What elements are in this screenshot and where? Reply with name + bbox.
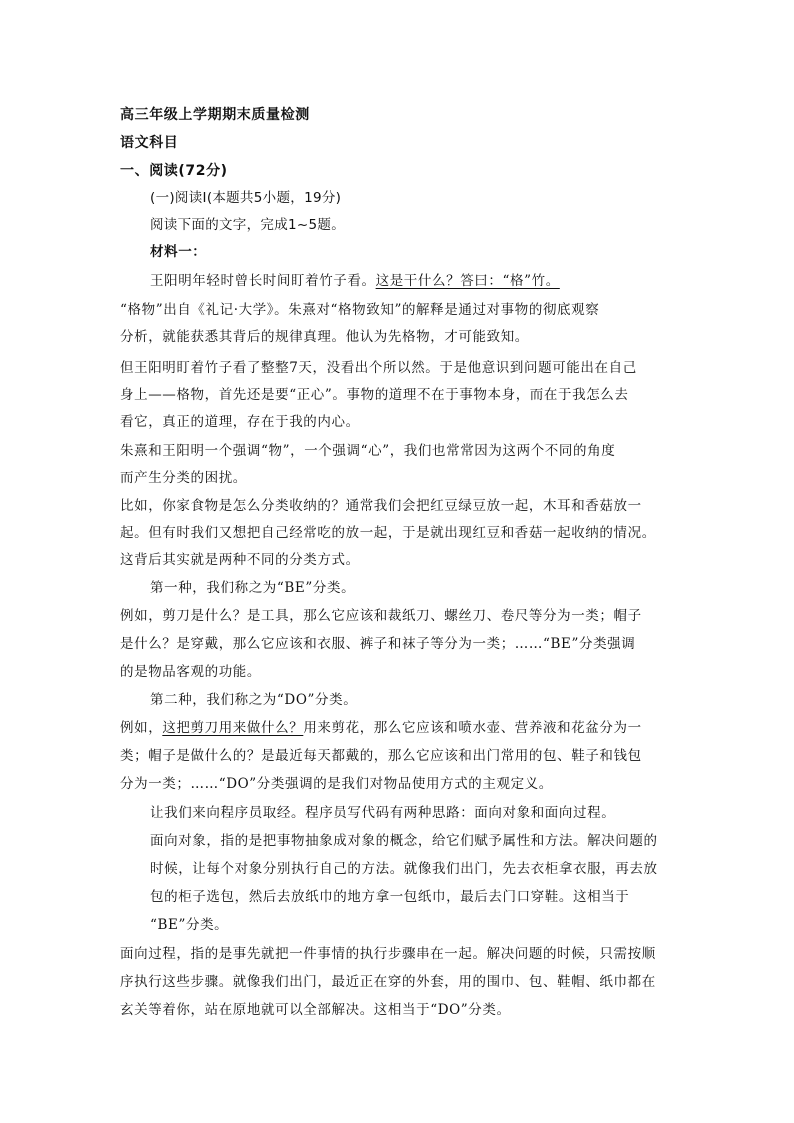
paragraph-11-line-3: 包的柜子选包，然后去放纸巾的地方拿一包纸巾，最后去门口穿鞋。这相当于 — [150, 889, 630, 905]
paragraph-12-line-1: 面向过程，指的是事先就把一件事情的执行步骤串在一起。解决问题的时候，只需按顺 — [120, 946, 656, 962]
paragraph-9-line-3: 分为一类；……“DO”分类强调的是我们对物品使用方式的主观定义。 — [120, 776, 553, 792]
paragraph-1 — [150, 271, 710, 291]
exam-title: 高三年级上学期期末质量检测 — [120, 107, 310, 123]
paragraph-9-line-1 — [120, 718, 680, 738]
paragraph-9-rest: 用来剪花，那么它应该和喷水壶、营养液和花盆分为一 — [303, 720, 642, 736]
paragraph-12-line-3: 玄关等着你，站在原地就可以全部解决。这相当于“DO”分类。 — [120, 1002, 511, 1018]
paragraph-3-line-2: 身上——格物，首先还是要“正心”。事物的道理不在于事物本身，而在于我怎么去 — [120, 387, 629, 403]
paragraph-2-line-1: “格物”出自《礼记·大学》。朱熹对“格物致知”的解释是通过对事物的彻底观察 — [120, 302, 600, 318]
paragraph-3-line-3: 看它，真正的道理，存在于我的内心。 — [120, 414, 360, 430]
paragraph-11-line-1: 面向对象，指的是把事物抽象成对象的概念，给它们赋予属性和方法。解决问题的 — [150, 833, 658, 849]
paragraph-12-line-2: 序执行这些步骤。就像我们出门，最近正在穿的外套，用的围巾、包、鞋帽、纸巾都在 — [120, 974, 656, 990]
paragraph-4-line-1: 朱熹和王阳明一个强调“物”，一个强调“心”，我们也常常因为这两个不同的角度 — [120, 443, 616, 459]
part-label: (一)阅读Ⅰ(本题共5小题，19分) — [150, 190, 342, 206]
material-label: 材料一： — [150, 244, 207, 260]
paragraph-7-line-2: 是什么？是穿戴，那么它应该和衣服、裤子和袜子等分为一类；……“BE”分类强调 — [120, 636, 636, 652]
paragraph-9-line-2: 类；帽子是做什么的？是最近每天都戴的，那么它应该和出门常用的包、鞋子和钱包 — [120, 748, 642, 764]
underlined-question-2: 这把剪刀用来做什么？ — [162, 720, 304, 736]
paragraph-11-line-2: 时候，让每个对象分别执行自己的方法。就像我们出门，先去衣柜拿衣服，再去放 — [150, 861, 658, 877]
paragraph-7-line-3: 的是物品客观的功能。 — [120, 664, 261, 680]
paragraph-5-line-1: 比如，你家食物是怎么分类收纳的？通常我们会把红豆绿豆放一起，木耳和香菇放一 — [120, 498, 642, 514]
instruction: 阅读下面的文字，完成1~5题。 — [150, 217, 345, 233]
paragraph-7-line-1: 例如，剪刀是什么？是工具，那么它应该和裁纸刀、螺丝刀、卷尺等分为一类；帽子 — [120, 608, 642, 624]
paragraph-1-text: 王阳明年轻时曾长时间盯着竹子看。 — [150, 273, 376, 289]
paragraph-4-line-2: 而产生分类的困扰。 — [120, 470, 247, 486]
section-heading: 一、阅读(72分) — [120, 163, 228, 179]
paragraph-5-line-2: 起。但有时我们又想把自己经常吃的放一起，于是就出现红豆和香菇一起收纳的情况。 — [120, 525, 656, 541]
paragraph-5-line-3: 这背后其实就是两种不同的分类方式。 — [120, 552, 360, 568]
paragraph-2-line-2: 分析，就能获悉其背后的规律真理。他认为先格物，才可能致知。 — [120, 329, 529, 345]
subject-title: 语文科目 — [120, 135, 179, 151]
underlined-question: 这是干什么？答曰：“格”竹。 — [375, 273, 560, 289]
paragraph-6: 第一种，我们称之为“BE”分类。 — [150, 580, 356, 596]
paragraph-3-line-1: 但王阳明盯着竹子看了整整7天，没看出个所以然。于是他意识到问题可能出在自己 — [120, 360, 637, 376]
paragraph-11-line-4: “BE”分类。 — [150, 917, 229, 933]
paragraph-8: 第二种，我们称之为“DO”分类。 — [150, 692, 358, 708]
paragraph-9-prefix: 例如， — [120, 720, 163, 736]
paragraph-10: 让我们来向程序员取经。程序员写代码有两种思路：面向对象和面向过程。 — [150, 805, 616, 821]
